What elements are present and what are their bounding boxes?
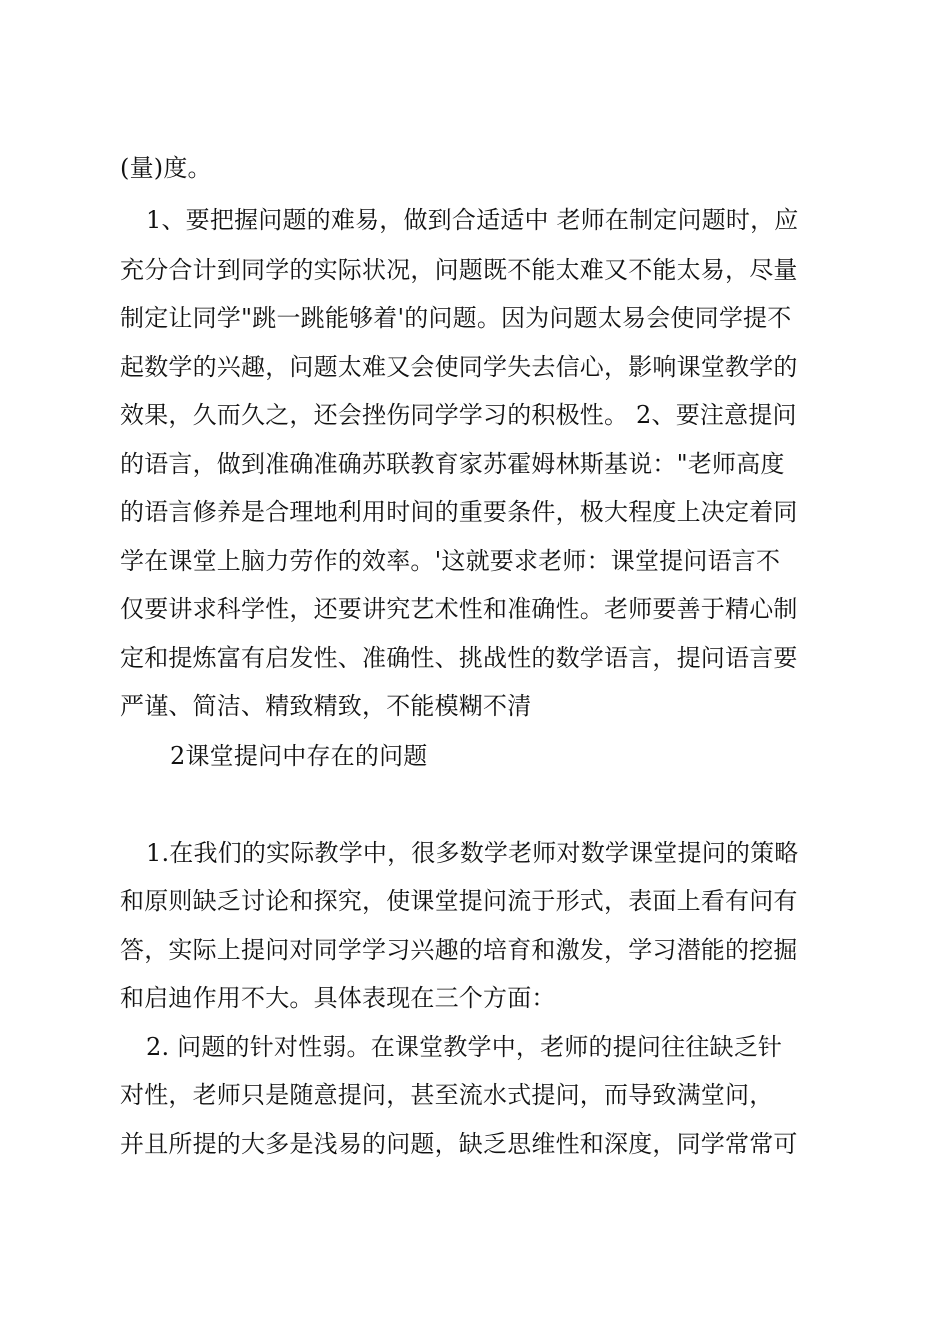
- text-line: 和原则缺乏讨论和探究，使课堂提问流于形式，表面上看有问有: [120, 887, 798, 915]
- text-line: 1.在我们的实际教学中，很多数学老师对数学课堂提问的策略: [146, 839, 799, 867]
- text-line: 起数学的兴趣，问题太难又会使同学失去信心，影响课堂教学的: [120, 353, 798, 381]
- text-line: 并且所提的大多是浅易的问题，缺乏思维性和深度，同学常常可: [120, 1130, 798, 1158]
- text-line: 1、要把握问题的难易，做到合适适中 老师在制定问题时，应: [146, 206, 799, 234]
- text-line: 仅要讲求科学性，还要讲究艺术性和准确性。老师要善于精心制: [120, 595, 798, 623]
- text-line: (量)度。: [120, 154, 212, 182]
- text-line: 定和提炼富有启发性、准确性、挑战性的数学语言，提问语言要: [120, 644, 798, 672]
- text-line: 制定让同学"跳一跳能够着'的问题。因为问题太易会使同学提不: [120, 304, 792, 332]
- section-heading: 2课堂提问中存在的问题: [170, 742, 428, 770]
- text-line: 2. 问题的针对性弱。在课堂教学中，老师的提问往往缺乏针: [146, 1033, 783, 1061]
- text-line: 效果，久而久之，还会挫伤同学学习的积极性。 2、要注意提问: [120, 401, 797, 429]
- text-line: 和启迪作用不大。具体表现在三个方面：: [120, 984, 556, 1012]
- text-line: 对性，老师只是随意提问，甚至流水式提问，而导致满堂问，: [120, 1081, 774, 1109]
- text-line: 学在课堂上脑力劳作的效率。'这就要求老师：课堂提问语言不: [120, 547, 781, 575]
- text-line: 的语言，做到准确准确苏联教育家苏霍姆林斯基说："老师高度: [120, 450, 785, 478]
- text-line: 答，实际上提问对同学学习兴趣的培育和激发，学习潜能的挖掘: [120, 936, 798, 964]
- text-line: 的语言修养是合理地利用时间的重要条件，极大程度上决定着同: [120, 498, 798, 526]
- text-line: 严谨、简洁、精致精致，不能模糊不清: [120, 692, 532, 720]
- text-line: 充分合计到同学的实际状况，问题既不能太难又不能太易，尽量: [120, 256, 798, 284]
